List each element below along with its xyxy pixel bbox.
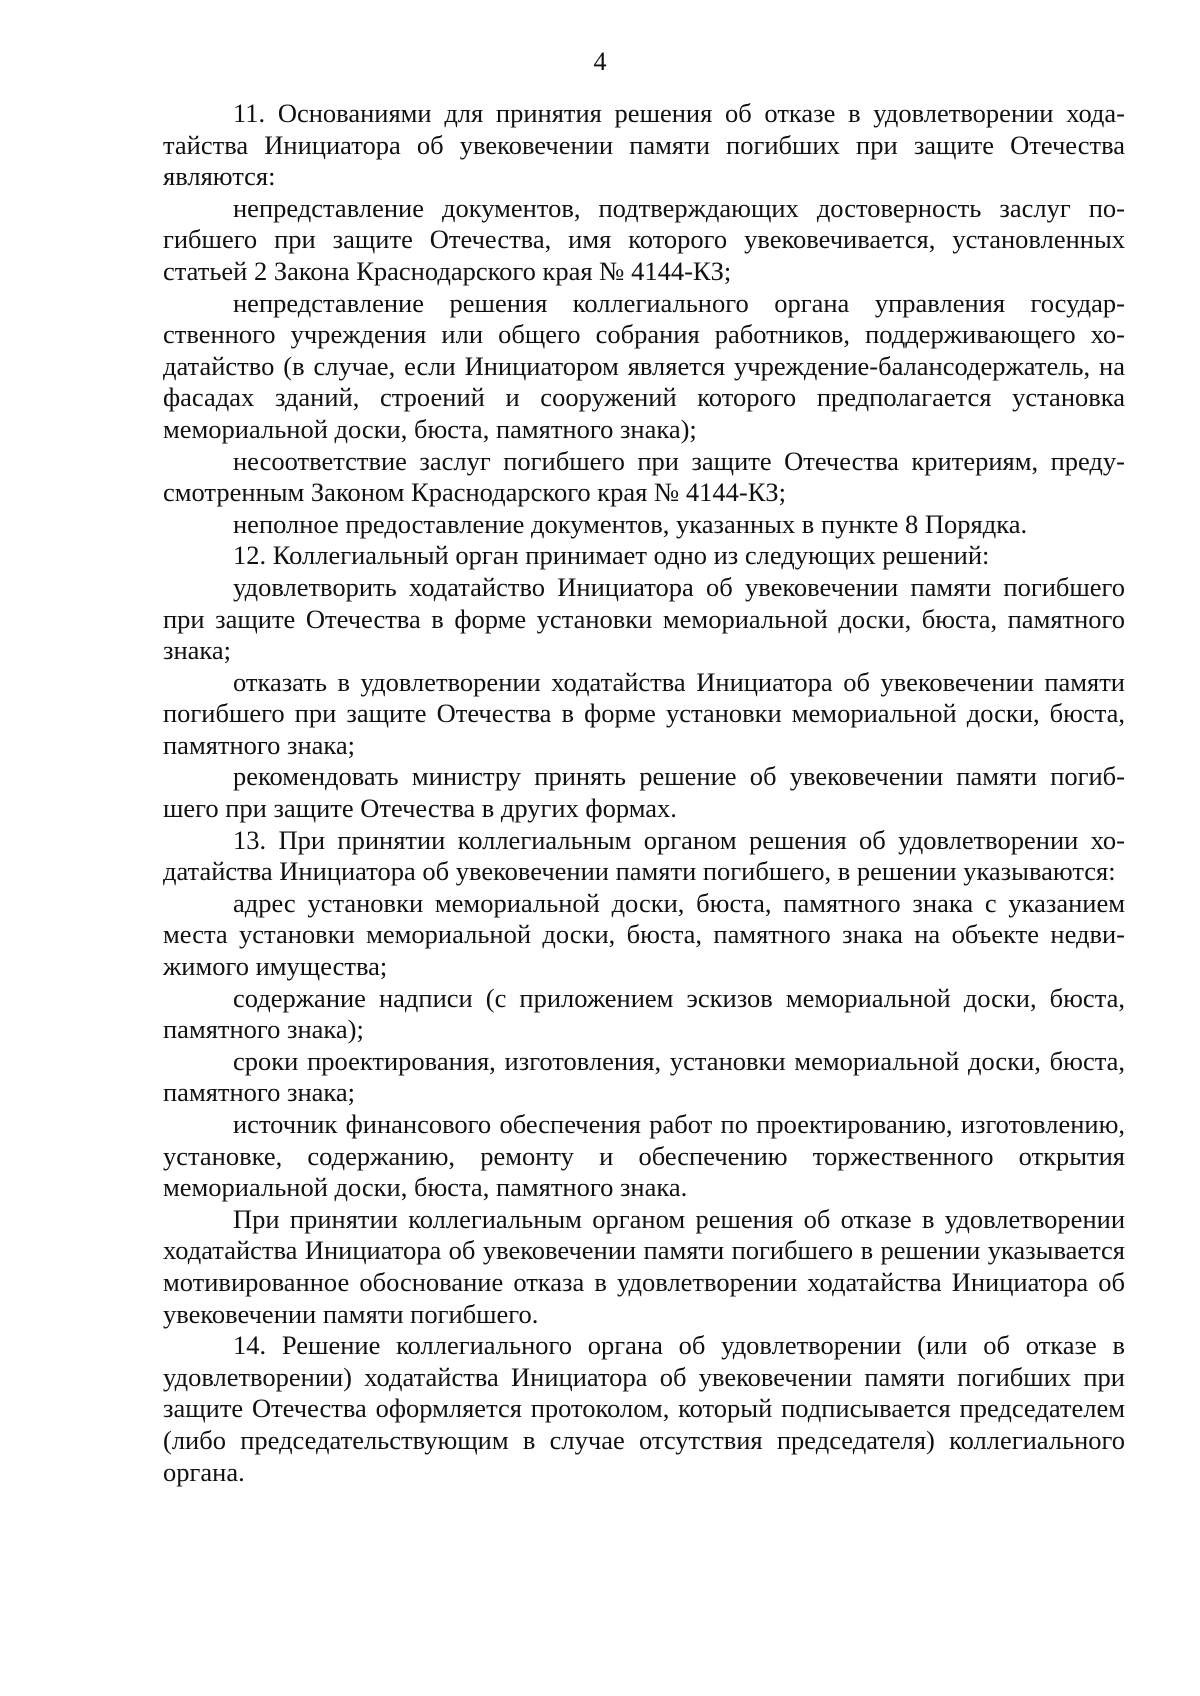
list-item-13-2: содержание надписи (с приложением эскизов мемориальной доски, бюста, памятного знака); bbox=[163, 982, 1125, 1045]
paragraph-13-refusal: При принятии коллегиальным органом решения об отказе в удовлетворении ходатайства Инициатора об увековечении памяти погибшего в решении указывается мотивированное обоснование отказа в удовлетворении ходатайства Инициатора об увековечении памяти погибшего. bbox=[163, 1203, 1125, 1329]
document-body bbox=[163, 98, 1125, 1488]
list-item-11-3: несоответствие заслуг погибшего при защите Отечества критериям, предусмотренным Законом Краснодарского края № 4144-КЗ; bbox=[163, 445, 1125, 508]
list-item-11-2: непредставление решения коллегиального органа управления государственного учреждения или общего собрания работников, поддерживающего ходатайство (в случае, если Инициатором является учреждение-балансодержатель, на фасадах зданий, строений и сооружений которого предполагается установка мемориальной доски, бюста, памятного знака); bbox=[163, 287, 1125, 444]
list-item-12-1: удовлетворить ходатайство Инициатора об увековечении памяти погибшего при защите Отечества в форме установки мемориальной доски, бюста, памятного знака; bbox=[163, 571, 1125, 666]
list-item-11-1: непредставление документов, подтверждающих достоверность заслуг погибшего при защите Отечества, имя которого увековечивается, установленных статьей 2 Закона Краснодарского края № 4144-КЗ; bbox=[163, 192, 1125, 286]
paragraph-11: 11. Основаниями для принятия решения об отказе в удовлетворении ходатайства Инициатора об увековечении памяти погибших при защите Отечества являются: bbox=[163, 98, 1125, 192]
list-item-12-3: рекомендовать министру принять решение об увековечении памяти погибшего при защите Отечества в других формах. bbox=[163, 761, 1125, 824]
page-number: 4 bbox=[593, 47, 607, 76]
list-item-13-1: адрес установки мемориальной доски, бюста, памятного знака с указанием места установки мемориальной доски, бюста, памятного знака на объекте недвижимого имущества; bbox=[163, 887, 1125, 982]
paragraph-14: 14. Решение коллегиального органа об удовлетворении (или об отказе в удовлетворении) ходатайства Инициатора об увековечении памяти погибших при защите Отечества оформляется протоколом, который подписывается председателем (либо председательствующим в случае отсутствия председателя) коллегиального органа. bbox=[163, 1330, 1125, 1487]
paragraph-12: 12. Коллегиальный орган принимает одно из следующих решений: bbox=[233, 540, 990, 571]
paragraph-13: 13. При принятии коллегиальным органом решения об удовлетворении ходатайства Инициатора об увековечении памяти погибшего, в решении указываются: bbox=[163, 824, 1125, 887]
list-item-12-2: отказать в удовлетворении ходатайства Инициатора об увековечении памяти погибшего при защите Отечества в форме установки мемориальной доски, бюста, памятного знака; bbox=[163, 666, 1125, 760]
list-item-13-3: сроки проектирования, изготовления, установки мемориальной доски, бюста, памятного знака; bbox=[163, 1045, 1125, 1108]
list-item-11-4: неполное предоставление документов, указанных в пункте 8 Порядка. bbox=[233, 508, 1028, 539]
list-item-13-4: источник финансового обеспечения работ по проектированию, изготовлению, установке, содержанию, ремонту и обеспечению торжественного открытия мемориальной доски, бюста, памятного знака. bbox=[163, 1109, 1125, 1203]
